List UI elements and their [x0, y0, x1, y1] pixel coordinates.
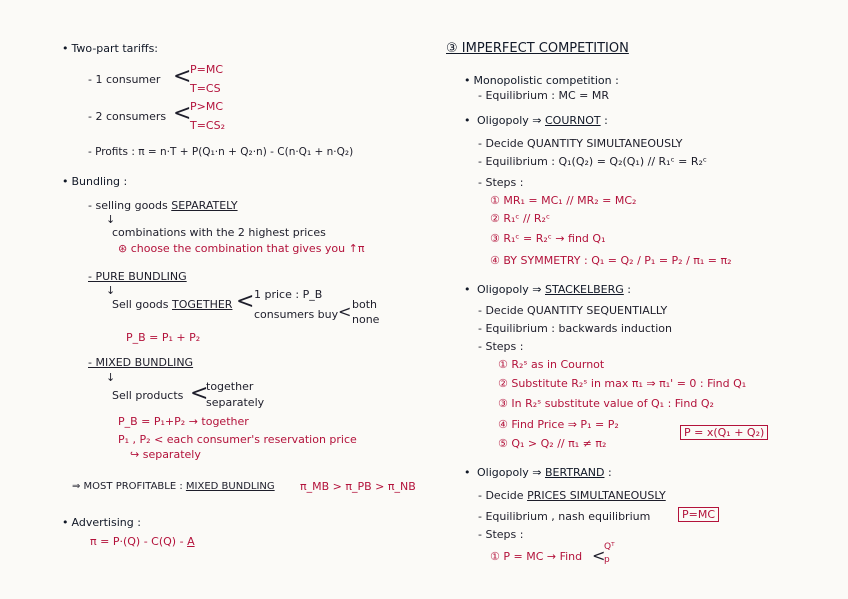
one-price-text: 1 price : P_B [254, 288, 323, 301]
one-consumer-label: - 1 consumer [88, 73, 161, 86]
monopolistic-heading: • Monopolistic competition : [464, 74, 619, 87]
both-text: both [352, 298, 377, 311]
two-consumers-t: T=CS₂ [190, 119, 226, 132]
separately-text: separately [206, 396, 265, 409]
brace-pure: < [236, 289, 255, 314]
section-title: ③ IMPERFECT COMPETITION [446, 41, 629, 56]
stackelberg-step-4: ④ Find Price ⇒ P₁ = P₂ [498, 418, 619, 431]
bertrand-step-1: ① P = MC → Find [490, 550, 583, 563]
choose-text: ⊛ choose the combination that gives you ↑π [118, 242, 365, 255]
brace-two: < [173, 101, 192, 126]
pb-formula: P_B = P₁ + P₂ [126, 331, 201, 344]
cournot-prefix: Oligopoly ⇒ [477, 114, 545, 127]
separately-keyword: SEPARATELY [171, 199, 238, 212]
two-consumers-p: P>MC [190, 100, 224, 113]
none-text: none [352, 313, 380, 326]
arrow-down-icon: ↓ [106, 371, 116, 384]
advertising-formula-prefix: π = P·(Q) - C(Q) - [90, 535, 188, 548]
p1p2-separately: ↪ separately [130, 448, 201, 461]
stackelberg-step-1: ① R₂ˢ as in Cournot [498, 358, 605, 371]
selling-separately-prefix: - selling goods [88, 199, 172, 212]
stackelberg-heading [464, 283, 631, 296]
profit-ranking: π_MB > π_PB > π_NB [300, 480, 416, 493]
arrow-down-icon: ↓ [106, 213, 116, 226]
pure-bundling-heading: - PURE BUNDLING [88, 270, 187, 283]
pb-together-text: P_B = P₁+P₂ → together [118, 415, 249, 428]
combinations-text: combinations with the 2 highest prices [112, 226, 326, 239]
cournot-keyword: COURNOT [544, 114, 601, 127]
consumers-buy-text: consumers buy [254, 308, 339, 321]
sell-together-prefix: Sell goods [112, 298, 173, 311]
brace-mixed: < [190, 381, 209, 406]
arrow-down-icon: ↓ [106, 284, 116, 297]
one-consumer-p: P=MC [190, 63, 224, 76]
cournot-step-3: ③ R₁ᶜ = R₂ᶜ → find Q₁ [490, 232, 606, 245]
bertrand-steps: - Steps : [478, 528, 524, 541]
brace-buy: < [338, 302, 352, 321]
bertrand-decide-prefix: - Decide [478, 489, 528, 502]
one-consumer-t: T=CS [190, 82, 221, 95]
stackelberg-step-2: ② Substitute R₂ˢ in max π₁ ⇒ π₁' = 0 : Find Q₁ [498, 377, 747, 390]
advertising-formula [90, 535, 195, 548]
bertrand-suffix: : [604, 466, 612, 479]
together-text: together [206, 380, 254, 393]
brace-bertrand: < [592, 546, 606, 565]
advertising-a: A [187, 535, 195, 548]
mixed-bundling-heading: - MIXED BUNDLING [88, 356, 194, 369]
cournot-step-4: ④ BY SYMMETRY : Q₁ = Q₂ / P₁ = P₂ / π₁ = π₂ [490, 254, 732, 267]
cournot-eq: - Equilibrium : Q₁(Q₂) = Q₂(Q₁) // R₁ᶜ = R₂ᶜ [478, 155, 707, 168]
most-profitable [72, 480, 275, 493]
stackelberg-step-3: ③ In R₂ˢ substitute value of Q₁ : Find Q₂ [498, 397, 714, 410]
p1p2-text: P₁ , P₂ < each consumer's reservation price [118, 433, 357, 446]
bertrand-prefix: Oligopoly ⇒ [477, 466, 545, 479]
together-keyword: TOGETHER [172, 298, 233, 311]
brace-one: < [173, 64, 192, 89]
selling-separately [88, 199, 238, 212]
bertrand-heading [464, 466, 612, 479]
stackelberg-prefix: Oligopoly ⇒ [477, 283, 545, 296]
sell-together [112, 298, 232, 311]
bertrand-decide [478, 489, 666, 502]
bertrand-q: Qᵀ [604, 542, 615, 552]
stackelberg-step-5: ⑤ Q₁ > Q₂ // π₁ ≠ π₂ [498, 437, 607, 450]
stackelberg-eq: - Equilibrium : backwards induction [478, 322, 673, 335]
bertrand-eq: - Equilibrium , nash equilibrium [478, 510, 651, 523]
bertrand-keyword: BERTRAND [544, 466, 605, 479]
cournot-heading [464, 114, 608, 127]
cournot-suffix: : [600, 114, 608, 127]
cournot-step-2: ② R₁ᶜ // R₂ᶜ [490, 212, 551, 225]
price-formula-box: P = x(Q₁ + Q₂) [680, 425, 768, 440]
cournot-decide: - Decide QUANTITY SIMULTANEOUSLY [478, 137, 683, 150]
stackelberg-steps: - Steps : [478, 340, 524, 353]
stackelberg-suffix: : [623, 283, 632, 296]
pmc-box: P=MC [678, 507, 719, 522]
monopolistic-eq: - Equilibrium : MC = MR [478, 89, 610, 102]
two-part-heading: • Two-part tariffs: [62, 42, 158, 55]
cournot-step-1: ① MR₁ = MC₁ // MR₂ = MC₂ [490, 194, 637, 207]
advertising-heading: • Advertising : [62, 516, 141, 529]
mixed-keyword: MIXED BUNDLING [185, 481, 275, 492]
bertrand-p: p [604, 555, 610, 565]
stackelberg-decide: - Decide QUANTITY SEQUENTIALLY [478, 304, 668, 317]
two-consumers-label: - 2 consumers [88, 110, 167, 123]
most-profitable-prefix: ⇒ MOST PROFITABLE : [72, 481, 186, 492]
stackelberg-keyword: STACKELBERG [544, 283, 624, 296]
bundling-heading: • Bundling : [62, 175, 127, 188]
prices-keyword: PRICES SIMULTANEOUSLY [527, 489, 666, 502]
profits-formula: - Profits : π = n·T + P(Q₁·n + Q₂·n) - C(n·Q₁ + n·Q₂) [88, 146, 354, 158]
cournot-steps: - Steps : [478, 176, 524, 189]
sell-products-text: Sell products [112, 389, 184, 402]
